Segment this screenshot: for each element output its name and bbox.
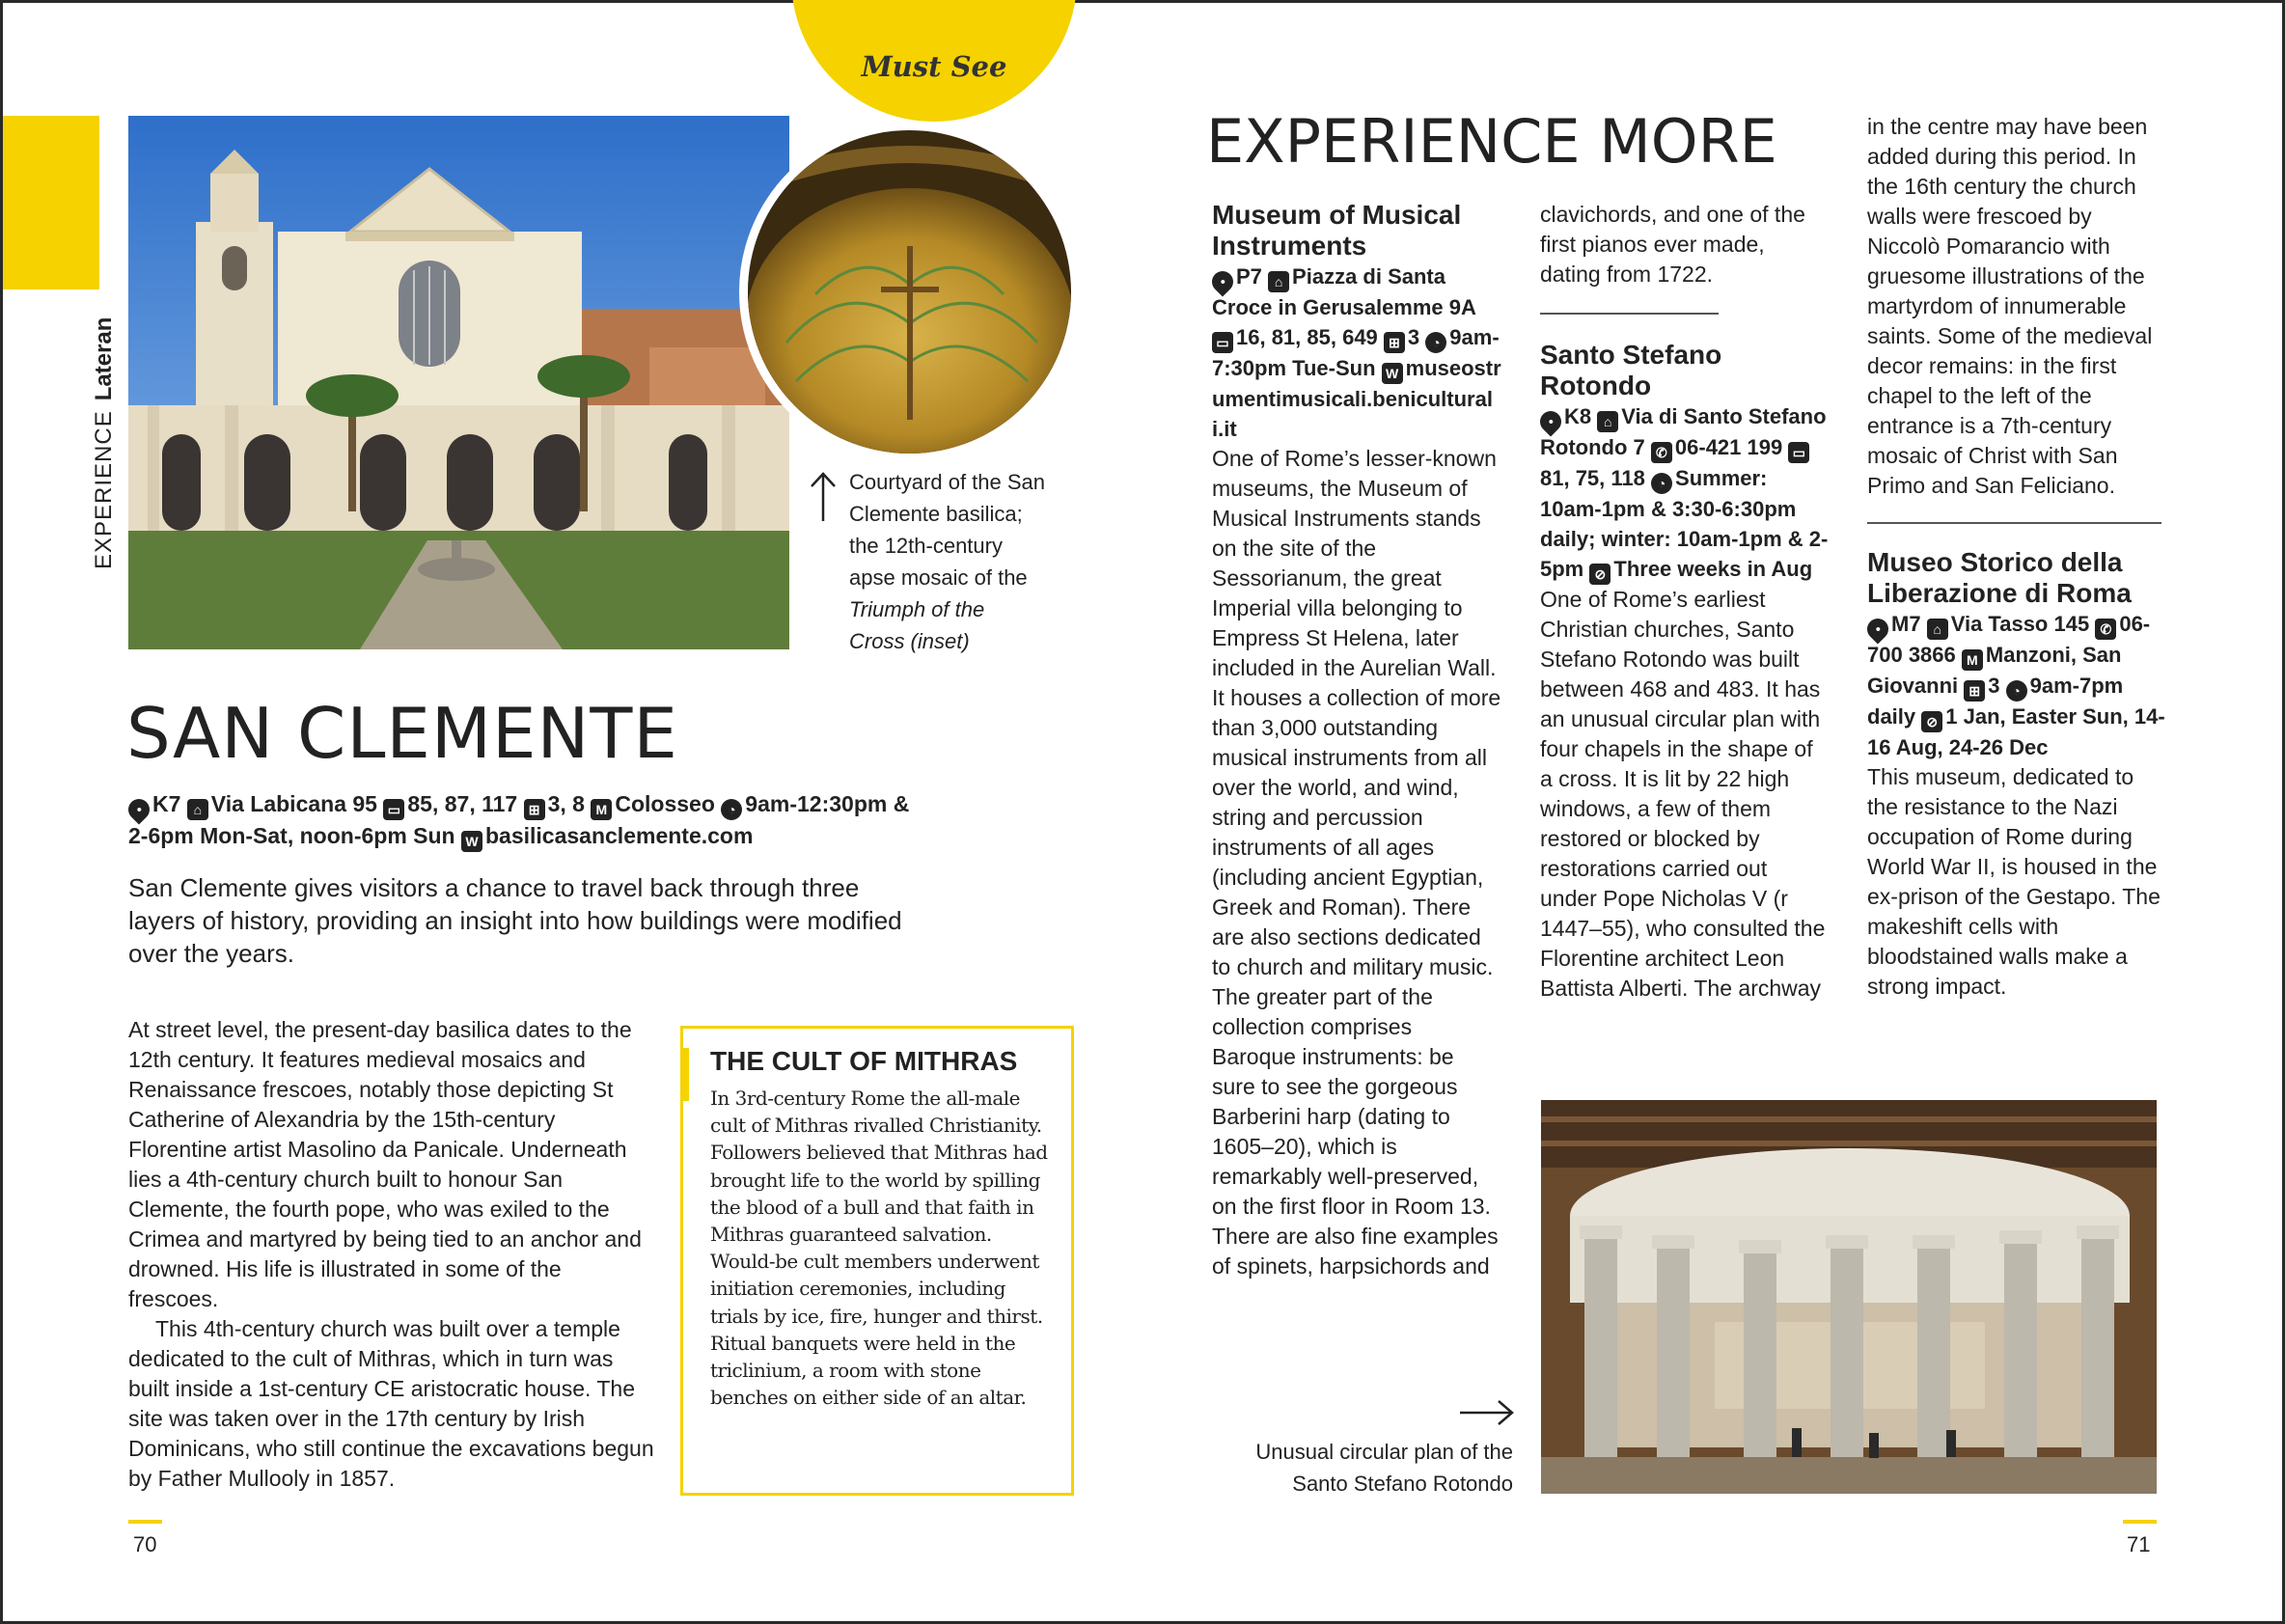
website-icon: W xyxy=(461,831,482,852)
clock-icon: ◔ xyxy=(2006,680,2027,702)
san-clemente-body xyxy=(128,1015,654,1494)
museum-musical-instruments-entry xyxy=(1212,200,1501,1281)
page-number-accent xyxy=(128,1520,162,1524)
phone-icon: ✆ xyxy=(2095,619,2116,640)
phone-icon: ✆ xyxy=(1651,442,1672,463)
map-pin-icon: • xyxy=(1207,266,1237,296)
page-number-left: 70 xyxy=(133,1532,157,1556)
entry-info: • K8 ⌂ Via di Santo Stefano Rotondo 7 ✆ 06-421 199 ▭81, 75, 118 ◔ Summer: 10am-1pm & 3:30-6:30pm daily; winter: 10am-1pm & 2-5pm ⊘ Three weeks in Aug xyxy=(1540,401,1830,585)
entry-text: One of Rome’s lesser-known museums, the Museum of Musical Instruments stands on the site of the Sessorianum, the great Imperial villa belonging to Empress St Helena, later included in the Aurelian Wall. It houses a collection of more than 3,000 outstanding musical instruments from all over the world, and wind, string and percussion instruments of all ages (including ancient Egyptian, Greek and Roman). There are also sections dedicated to church and military music. The greater part of the collection comprises Baroque instruments: be sure to see the gorgeous Barberini harp (dating to 1605–20), which is remarkably well-preserved, on the first floor in Room 13. There are also fine examples of spinets, harpsichords and xyxy=(1212,446,1501,1279)
home-icon: ⌂ xyxy=(187,799,208,820)
side-label-section: EXPERIENCE xyxy=(91,410,117,569)
entry-text: One of Rome’s earliest Christian churches, Santo Stefano Rotondo was built between 468 and 483. It has an unusual circular plan with four chapels in the shape of a cross. It is lit by 22 high windows, a few of them restored or blocked by restorations carried out under Pope Nicholas V (r 1447–55), who consulted the Florentine architect Leon Battista Alberti. The archway xyxy=(1540,587,1826,1001)
entry-text: This museum, dedicated to the resistance to the Nazi occupation of Rome during World War II, is housed in the ex-prison of the Gestapo. The makeshift cells with bloodstained walls make a strong impact. xyxy=(1867,764,2161,999)
side-chapter-label xyxy=(91,317,118,569)
courtyard-photo-caption: Courtyard of the San Clemente basilica; the 12th-century apse mosaic of the Triumph of the Cross (inset) xyxy=(849,470,1046,653)
closed-icon: ⊘ xyxy=(1921,711,1942,732)
san-clemente-info: • K7 ⌂ Via Labicana 95 ▭ 85, 87, 117 ⊞ 3, 8 M Colosseo ◔ 9am-12:30pm & 2-6pm Mon-Sat, noon-6pm Sun W basilicasanclemente.com xyxy=(128,788,929,852)
divider xyxy=(1867,522,2161,524)
page-title: SAN CLEMENTE xyxy=(126,693,678,774)
metro-icon: M xyxy=(1962,649,1983,671)
santo-stefano-interior-photo xyxy=(1541,1100,2157,1494)
tram-icon: ⊞ xyxy=(1964,680,1985,702)
section-title: EXPERIENCE MORE xyxy=(1206,106,1777,177)
entry-title: Santo Stefano Rotondo xyxy=(1540,340,1722,400)
santo-stefano-column xyxy=(1540,200,1830,1004)
museo-liberazione-column xyxy=(1867,112,2166,1002)
page-number-accent xyxy=(2123,1520,2157,1524)
apse-mosaic-inset-photo xyxy=(739,122,1080,462)
box-accent-bar xyxy=(680,1048,689,1101)
body-paragraph: At street level, the present-day basilica dates to the 12th century. It features medieval mosaics and Renaissance frescoes, notably those depicting St Catherine of Alexandria by the 15th-century Florentine artist Masolino da Panicale. Underneath lies a 4th-century church built to honour San Clemente, the fourth pope, who was exiled to the Crimea and martyred by being tied to an anchor and drowned. His life is illustrated in some of the frescoes. xyxy=(128,1017,642,1311)
home-icon: ⌂ xyxy=(1268,271,1289,292)
bus-icon: ▭ xyxy=(1788,442,1809,463)
box-text: In 3rd-century Rome the all-male cult of Mithras rivalled Christianity. Followers believed that Mithras had brought life to the world by spilling the blood of a bull and that faith in Mithras guaranteed salvation. Would-be cult members underwent initiation ceremonies, including trials by ice, fire, hunger and thirst. Ritual banquets were held in the triclinium, a room with stone benches on either side of an altar. xyxy=(710,1087,1048,1410)
clock-icon: ◔ xyxy=(1425,332,1446,353)
entry-text-continued: clavichords, and one of the first pianos ever made, dating from 1722. xyxy=(1540,202,1805,287)
cult-of-mithras-box xyxy=(680,1026,1074,1496)
arrow-up-icon xyxy=(809,471,838,521)
san-clemente-courtyard-photo xyxy=(128,116,789,649)
entry-title: Museo Storico della Liberazione di Roma xyxy=(1867,547,2132,608)
santo-stefano-photo-caption: Unusual circular plan of the Santo Stefano Rotondo xyxy=(1255,1440,1513,1496)
divider xyxy=(1540,313,1719,315)
map-pin-icon: • xyxy=(1862,614,1892,644)
metro-icon: M xyxy=(591,799,612,820)
entry-text-continued: in the centre may have been added during this period. In the 16th century the church walls were frescoed by Niccolò Pomarancio with gruesome illustrations of the martyrdom of innumerable saints. Some of the medieval decor remains: in the first chapel to the left of the entrance is a 7th-century mosaic of Christ with San Primo and San Feliciano. xyxy=(1867,114,2153,498)
side-label-area: Lateran xyxy=(91,317,117,401)
tram-icon: ⊞ xyxy=(524,799,545,820)
entry-info: • M7 ⌂ Via Tasso 145 ✆ 06-700 3866 M Manzoni, San Giovanni ⊞ 3 ◔ 9am-7pm daily ⊘ 1 Jan, Easter Sun, 14-16 Aug, 24-26 Dec xyxy=(1867,609,2166,762)
closed-icon: ⊘ xyxy=(1589,564,1611,585)
page-number-right: 71 xyxy=(2127,1532,2151,1556)
must-see-label: Must See xyxy=(861,50,1007,83)
box-title: THE CULT OF MITHRAS xyxy=(710,1046,1018,1076)
body-paragraph: This 4th-century church was built over a temple dedicated to the cult of Mithras, which in turn was built inside a 1st-century CE aristocratic house. The site was taken over in the 17th century by Irish Dominicans, who still continue the excavations begun by Father Mullooly in 1857. xyxy=(128,1316,654,1491)
clock-icon: ◔ xyxy=(1651,473,1672,494)
clock-icon: ◔ xyxy=(721,799,742,820)
bus-icon: ▭ xyxy=(383,799,404,820)
entry-title: Museum of Musical Instruments xyxy=(1212,200,1462,261)
tram-icon: ⊞ xyxy=(1384,332,1405,353)
map-pin-icon: • xyxy=(124,794,153,824)
website-icon: W xyxy=(1382,363,1403,384)
home-icon: ⌂ xyxy=(1927,619,1948,640)
home-icon: ⌂ xyxy=(1597,411,1618,432)
map-pin-icon: • xyxy=(1535,406,1565,436)
entry-info: • P7 ⌂ Piazza di Santa Croce in Gerusalemme 9A ▭ 16, 81, 85, 649 ⊞ 3 ◔ 9am-7:30pm Tue-Sun W museostrumentimusicali.beniculturali.it xyxy=(1212,261,1501,444)
lead-paragraph: San Clemente gives visitors a chance to travel back through three layers of history, providing an insight into how buildings were modified over the years. xyxy=(128,873,902,968)
chapter-tab xyxy=(3,116,99,289)
bus-icon: ▭ xyxy=(1212,332,1233,353)
arrow-right-icon xyxy=(1460,1399,1514,1426)
